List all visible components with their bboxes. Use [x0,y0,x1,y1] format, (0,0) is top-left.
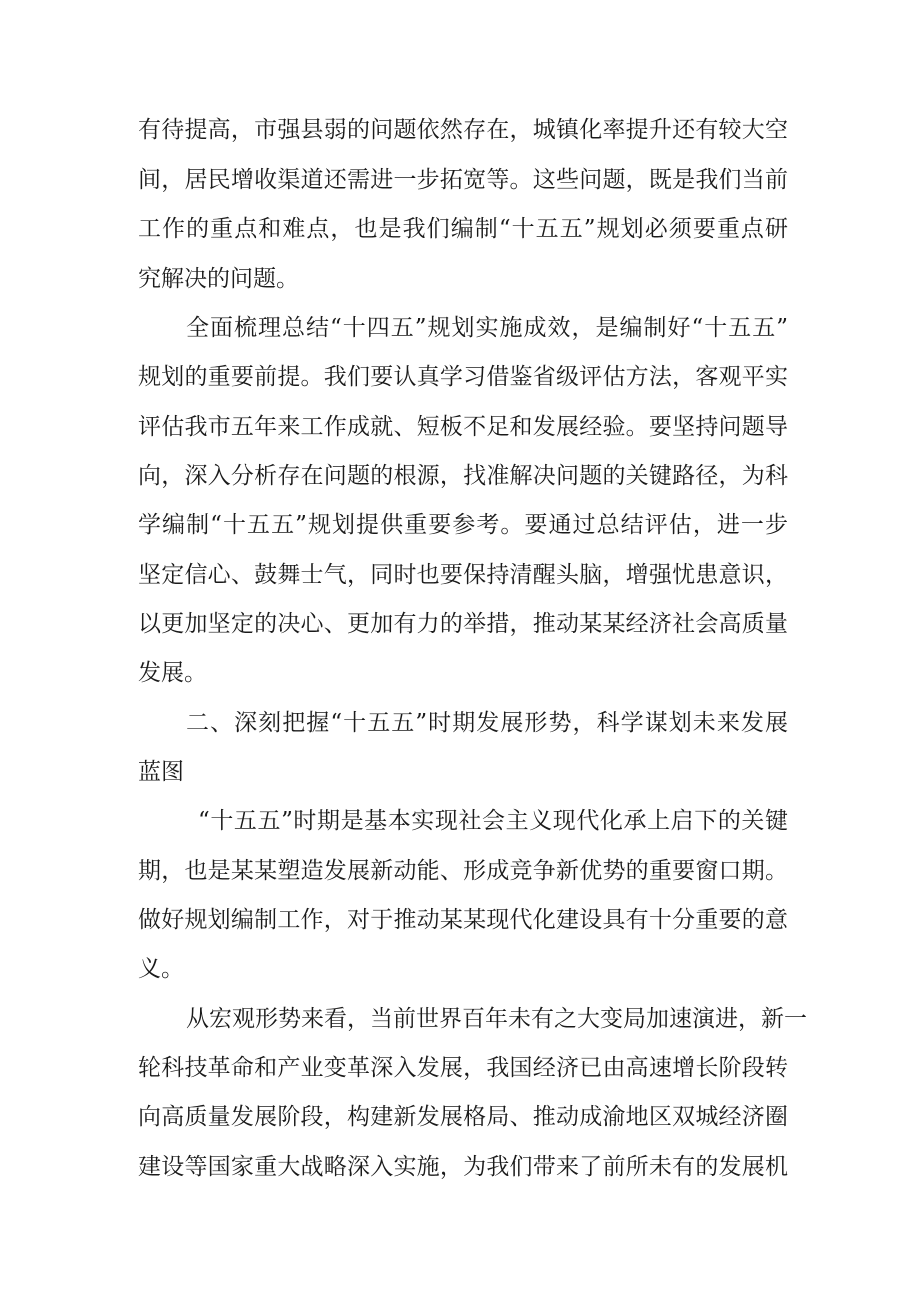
text-line: 做好规划编制工作，对于推动某某现代化建设具有十分重要的意 [138,907,788,933]
section-heading: 蓝图 [138,759,184,785]
text-line: 有待提高，市强县弱的问题依然存在，城镇化率提升还有较大空 [138,117,788,143]
text-line: 以更加坚定的决心、更加有力的举措，推动某某经济社会高质量 [138,611,788,637]
text-line: 义。 [138,956,184,982]
text-line: “十五五”时期是基本实现社会主义现代化承上启下的关键 [198,808,788,834]
text-line: 向，深入分析存在问题的根源，找准解决问题的关键路径，为科 [138,463,788,489]
text-line: 全面梳理总结“十四五”规划实施成效，是编制好“十五五” [186,315,788,341]
section-heading: 二、深刻把握“十五五”时期发展形势，科学谋划未来发展 [186,710,788,736]
text-line: 建设等国家重大战略深入实施，为我们带来了前所未有的发展机 [138,1154,788,1180]
text-line: 学编制“十五五”规划提供重要参考。要通过总结评估，进一步 [138,512,788,538]
text-line: 规划的重要前提。我们要认真学习借鉴省级评估方法，客观平实 [138,364,788,390]
text-line: 轮科技革命和产业变革深入发展，我国经济已由高速增长阶段转 [138,1055,788,1081]
text-line: 究解决的问题。 [138,266,299,292]
text-line: 向高质量发展阶段，构建新发展格局、推动成渝地区双城经济圈 [138,1104,788,1130]
text-line: 间，居民增收渠道还需进一步拓宽等。这些问题，既是我们当前 [138,167,788,193]
text-line: 期，也是某某塑造发展新动能、形成竞争新优势的重要窗口期。 [138,858,788,884]
text-line: 从宏观形势来看，当前世界百年未有之大变局加速演进，新一 [186,1006,807,1032]
text-line: 发展。 [138,660,207,686]
text-line: 坚定信心、鼓舞士气，同时也要保持清醒头脑，增强忧患意识， [138,562,788,588]
text-line: 工作的重点和难点，也是我们编制“十五五”规划必须要重点研 [138,216,788,242]
text-line: 评估我市五年来工作成就、短板不足和发展经验。要坚持问题导 [138,414,788,440]
